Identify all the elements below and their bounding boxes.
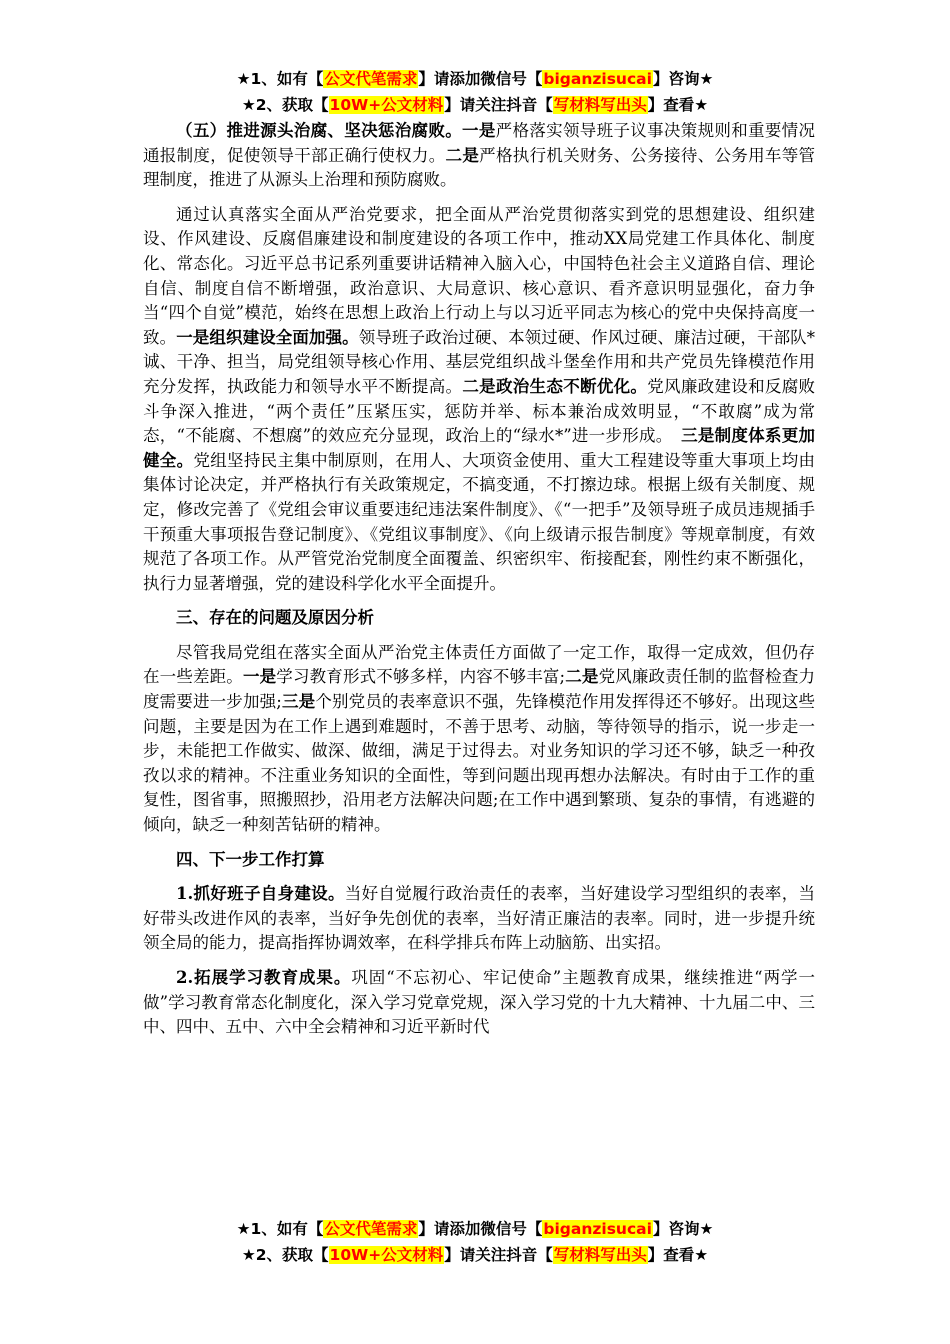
promo-highlight-wechat: biganzisucai (543, 1220, 652, 1238)
paragraph-text: 党风廉政责任制的监督检查力度需要进一步加强; (143, 667, 816, 712)
point-marker: 二是 (445, 145, 480, 165)
point-marker: 一是组织建设全面加强。 (176, 327, 359, 347)
promo-line-1 (0, 66, 950, 92)
promo-highlight-douyin: 写材料写出头 (553, 1246, 647, 1264)
document-body (143, 119, 815, 1050)
promo-line-2 (0, 92, 950, 118)
promo-header (0, 66, 950, 118)
paragraph-text: 巩固“不忘初心、牢记使命”主题教育成果，继续推进“两学一做”学习教育常态化制度化，深入学习党章党规，深入学习党的十九大精神、十九届二中、三中、四中、五中、六中全会精神和习近平新时代 (143, 968, 815, 1037)
paragraph-text: 个别党员的表率意识不强，先锋模范作用发挥得还不够好。出现这些问题，主要是因为在工作上遇到难题时，不善于思考、动脑，等待领导的指示，说一步走一步，未能把工作做实、做深、做细，满足于过得去。对业务知识的学习还不够，缺乏一种孜孜以求的精神。不注重业务知识的全面性，等到问题出现再想办法解决。有时由于工作的重复性，图省事，照搬照抄，沿用老方法解决问题;在工作中遇到繁琐、复杂的事情，有逃避的倾向，缺乏一种刻苦钻研的精神。 (143, 692, 816, 835)
point-marker: 二是政治生态不断优化。 (462, 376, 648, 396)
paragraph-plan-2 (143, 966, 815, 1040)
point-marker: 三是 (281, 692, 316, 712)
paragraph-text: 严格落实领导班子议事决策规则和重要情况通报制度，促使领导干部正确行使权力。 (143, 121, 816, 165)
paragraph-text: 党风廉政建设和反腐败斗争深入推进，“两个责任”压紧压实，惩防并举、标本兼治成效明显，“不敢腐”成为常态，“不能腐、不想腐”的效应充分显现，政治上的“绿水*”进一步形成。 (143, 376, 816, 446)
promo-text: 】请关注抖音【 (444, 1246, 553, 1264)
paragraph-text: 严格执行机关财务、公务接待、公务用车等管理制度，推进了从源头上治理和预防腐败。 (143, 145, 816, 190)
promo-text: 】咨询★ (652, 70, 714, 88)
promo-highlight: 10W+公文材料 (329, 1246, 444, 1264)
promo-line-1 (0, 1216, 950, 1242)
paragraph-problems (143, 641, 815, 838)
promo-footer (0, 1216, 950, 1268)
promo-text: 】请添加微信号【 (418, 70, 543, 88)
promo-highlight-douyin: 写材料写出头 (553, 96, 647, 114)
promo-highlight: 10W+公文材料 (329, 96, 444, 114)
paragraph-plan-1 (143, 882, 815, 956)
promo-text: 】查看★ (647, 96, 709, 114)
promo-text: 】查看★ (647, 1246, 709, 1264)
point-marker: 二是 (565, 667, 599, 687)
paragraph-source-governance (143, 119, 815, 193)
paragraph-text: 当好自觉履行政治责任的表率，当好建设学习型组织的表率，当好带头改进作风的表率，当好争先创优的表率，当好清正廉洁的表率。同时，进一步提升统领全局的能力，提高指挥协调效率，在科学排兵布阵上动脑筋、出实招。 (143, 884, 816, 953)
point-marker: 一是 (242, 667, 277, 687)
point-marker: 1.抓好班子自身建设。 (176, 884, 345, 904)
promo-text: ★1、如有【 (236, 1220, 324, 1238)
promo-line-2 (0, 1242, 950, 1268)
promo-text: ★2、获取【 (241, 96, 329, 114)
paragraph-text: 领导班子政治过硬、本领过硬、作风过硬、廉洁过硬，干部队*诚、干净、担当，局党组领导核心作用、基层党组织战斗堡垒作用和共产党员先锋模范作用充分发挥，执政能力和领导水平不断提高。 (143, 327, 815, 396)
paragraph-text: 党组坚持民主集中制原则，在用人、大项资金使用、重大工程建设等重大事项上均由集体讨论决定，并严格执行有关政策规定，不搞变通，不打擦边球。根据上级有关制度、规定，修改完善了《党组会审议重要违纪违法案件制度》、《“一把手”及领导班子成员违规插手干预重大事项报告登记制度》、《党组议事制度》、《向上级请示报告制度》等规章制度，有效规范了各项工作。从严管党治党制度全面覆盖、织密织牢、衔接配套，刚性约束不断强化，执行力显著增强，党的建设科学化水平全面提升。 (143, 450, 816, 593)
paragraph-text: 学习教育形式不够多样，内容不够丰富; (276, 667, 566, 687)
promo-text: ★2、获取【 (241, 1246, 329, 1264)
section-heading-next-steps: 四、下一步工作打算 (176, 849, 325, 869)
promo-highlight: 公文代笔需求 (324, 1220, 418, 1238)
section-heading-problems: 三、存在的问题及原因分析 (176, 608, 374, 628)
paragraph-text: 通过认真落实全面从严治党要求，把全面从严治党贯彻落实到党的思想建设、组织建设、作风建设、反腐倡廉建设和制度建设的各项工作中，推动XX局党建工作具体化、制度化、常态化。习近平总书记系列重要讲话精神入脑入心，中国特色社会主义道路自信、理论自信、制度自信不断增强，政治意识、大局意识、核心意识、看齐意识明显强化，奋力争当“四个自觉”模范，始终在思想上政治上行动上与以习近平同志为核心的党中央保持高度一致。 (143, 204, 815, 347)
point-marker: 三是制度体系更加健全。 (143, 426, 815, 470)
promo-text: ★1、如有【 (236, 70, 324, 88)
promo-highlight: 公文代笔需求 (324, 70, 418, 88)
paragraph-achievements (143, 203, 815, 597)
point-marker: 2.拓展学习教育成果。 (176, 968, 352, 987)
promo-text: 】咨询★ (652, 1220, 714, 1238)
promo-highlight-wechat: biganzisucai (543, 70, 652, 88)
promo-text: 】请关注抖音【 (444, 96, 553, 114)
promo-text: 】请添加微信号【 (418, 1220, 543, 1238)
paragraph-text: 尽管我局党组在落实全面从严治党主体责任方面做了一定工作，取得一定成效，但仍存在一些差距。 (143, 642, 815, 687)
section-heading-inline: （五）推进源头治腐、坚决惩治腐败。 (176, 121, 463, 140)
point-marker: 一是 (462, 121, 496, 140)
